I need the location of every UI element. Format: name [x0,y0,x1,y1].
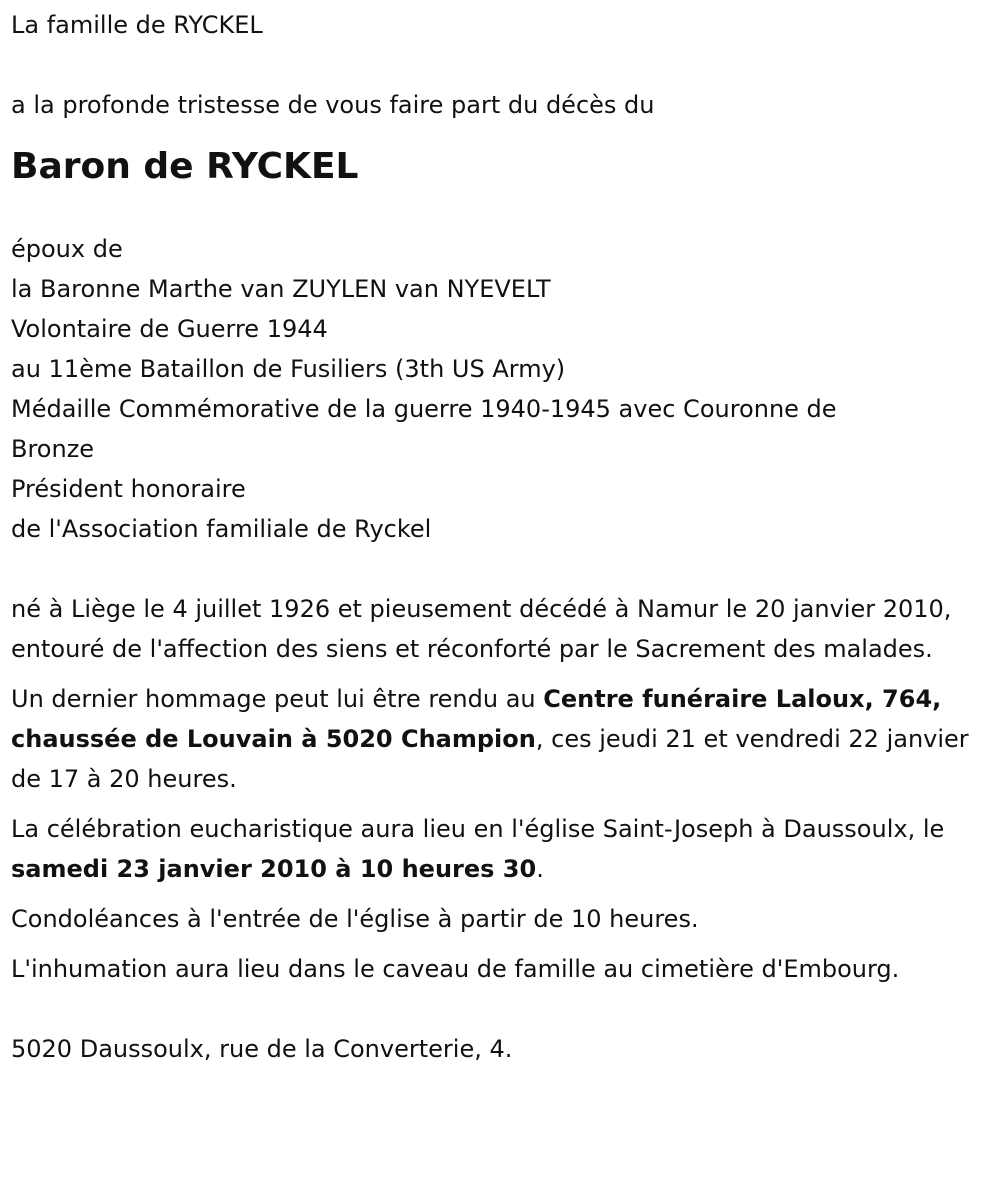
celebration-text-after: . [536,855,544,883]
tribute-location: Centre funéraire Laloux, 764, chaussée de Louvain à 5020 Champion [11,685,942,753]
spacer [11,989,990,1029]
spacer [11,549,990,589]
detail-line: époux de [11,235,123,263]
celebration-date: samedi 23 janvier 2010 à 10 heures 30 [11,855,537,883]
celebration-paragraph [11,809,990,889]
detail-line: de l'Association familiale de Ryckel [11,515,432,543]
detail-line: Volontaire de Guerre 1944 [11,315,328,343]
family-line: La famille de RYCKEL [11,11,263,39]
address-line: 5020 Daussoulx, rue de la Converterie, 4. [11,1035,513,1063]
detail-line: Médaille Commémorative de la guerre 1940-1945 avec Couronne de [11,395,837,423]
birth-death-paragraph: né à Liège le 4 juillet 1926 et pieusement décédé à Namur le 20 janvier 2010, entouré de l'affection des siens et réconforté par le Sacrement des malades. [11,595,952,663]
celebration-text-before: La célébration eucharistique aura lieu en l'église Saint-Joseph à Daussoulx, le [11,815,945,843]
detail-line: la Baronne Marthe van ZUYLEN van NYEVELT [11,275,551,303]
tribute-text-before: Un dernier hommage peut lui être rendu au [11,685,544,713]
burial-paragraph: L'inhumation aura lieu dans le caveau de famille au cimetière d'Embourg. [11,955,900,983]
condolences-paragraph: Condoléances à l'entrée de l'église à partir de 10 heures. [11,905,699,933]
spacer [11,45,990,85]
details-block [11,229,990,549]
detail-line: Président honoraire [11,475,246,503]
detail-line: au 11ème Bataillon de Fusiliers (3th US Army) [11,355,566,383]
detail-line: Bronze [11,435,95,463]
deceased-name: Baron de RYCKEL [11,146,359,187]
announcement-line: a la profonde tristesse de vous faire part du décès du [11,91,655,119]
spacer [11,189,990,229]
tribute-paragraph [11,679,990,799]
tribute-text-after: , ces jeudi 21 et vendredi 22 janvier de 17 à 20 heures. [11,725,969,793]
